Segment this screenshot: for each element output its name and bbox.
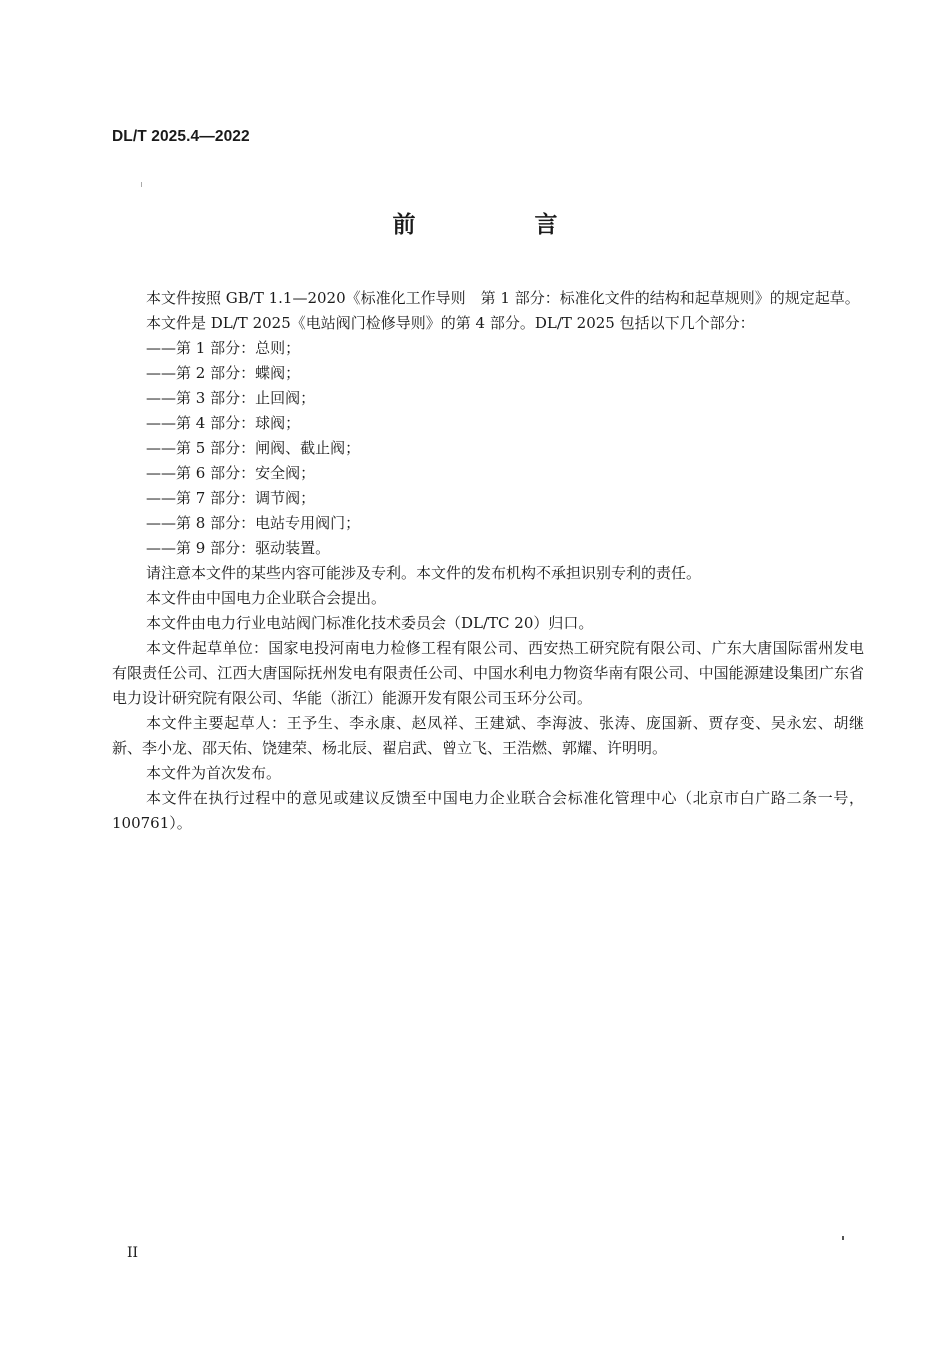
paragraph: 请注意本文件的某些内容可能涉及专利。本文件的发布机构不承担识别专利的责任。 bbox=[146, 564, 702, 582]
list-item: ——第 4 部分：球阀； bbox=[146, 414, 301, 432]
document-body bbox=[112, 286, 864, 836]
paragraph: 本文件在执行过程中的意见或建议反馈至中国电力企业联合会标准化管理中心（北京市白广路二条一号，100761）。 bbox=[112, 789, 864, 832]
paragraph: 本文件由电力行业电站阀门标准化技术委员会（DL/TC 20）归口。 bbox=[146, 614, 594, 632]
paragraph: 本文件由中国电力企业联合会提出。 bbox=[146, 589, 387, 607]
list-item: ——第 9 部分：驱动装置。 bbox=[146, 539, 331, 557]
page-number: II bbox=[127, 1245, 139, 1261]
page-title: 前 言 bbox=[392, 211, 606, 238]
paragraph: 本文件是 DL/T 2025《电站阀门检修导则》的第 4 部分。DL/T 2025 包括以下几个部分： bbox=[146, 314, 755, 332]
paragraph: 本文件为首次发布。 bbox=[146, 764, 282, 782]
paragraph: 本文件起草单位：国家电投河南电力检修工程有限公司、西安热工研究院有限公司、广东大唐国际雷州发电有限责任公司、江西大唐国际抚州发电有限责任公司、中国水利电力物资华南有限公司、中国能源建设集团广东省电力设计研究院有限公司、华能（浙江）能源开发有限公司玉环分公司。 bbox=[112, 639, 864, 707]
paragraph: 本文件主要起草人：王予生、李永康、赵凤祥、王建斌、李海波、张涛、庞国新、贾存变、吴永宏、胡继新、李小龙、邵天佑、饶建荣、杨北辰、翟启武、曾立飞、王浩燃、郭耀、许明明。 bbox=[112, 714, 864, 757]
list-item: ——第 2 部分：蝶阀； bbox=[146, 364, 301, 382]
list-item: ——第 6 部分：安全阀； bbox=[146, 464, 316, 482]
list-item: ——第 8 部分：电站专用阀门； bbox=[146, 514, 361, 532]
scan-speck bbox=[141, 182, 142, 187]
list-item: ——第 3 部分：止回阀； bbox=[146, 389, 316, 407]
document-code: DL/T 2025.4—2022 bbox=[112, 128, 250, 145]
list-item: ——第 7 部分：调节阀； bbox=[146, 489, 316, 507]
paragraph: 本文件按照 GB/T 1.1—2020《标准化工作导则 第 1 部分：标准化文件的结构和起草规则》的规定起草。 bbox=[146, 289, 860, 307]
list-item: ——第 5 部分：闸阀、截止阀； bbox=[146, 439, 361, 457]
scan-speck bbox=[842, 1236, 844, 1240]
list-item: ——第 1 部分：总则； bbox=[146, 339, 301, 357]
